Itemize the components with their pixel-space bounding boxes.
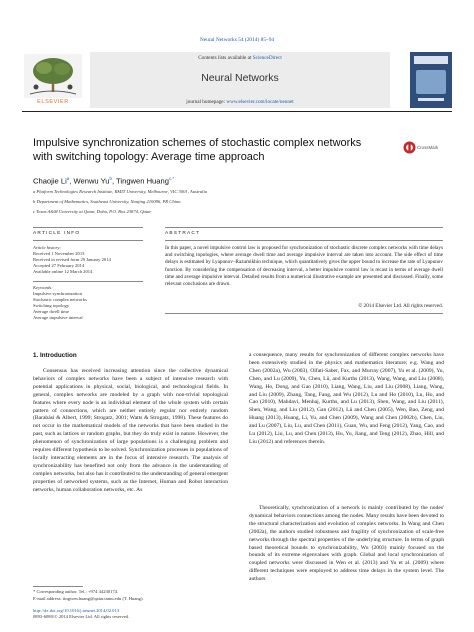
affiliations xyxy=(33,189,433,215)
crossmark-badge[interactable]: CrossMark xyxy=(403,141,443,157)
email-note[interactable]: E-mail address: tingwen.huang@qatar.tamu.edu (T. Huang). xyxy=(33,596,144,601)
keyword: Average dwell time xyxy=(33,309,69,314)
affiliation-a: a Platform Technologies Research Institute, RMIT University, Melbourne, VIC 3001, Australia xyxy=(33,189,208,194)
author-name: Wenwu Yu xyxy=(73,176,110,186)
homepage-line: journal homepage: www.elsevier.com/locate/neunet xyxy=(186,99,294,105)
article-info-rule-2 xyxy=(33,240,143,241)
homepage-link[interactable]: www.elsevier.com/locate/neunet xyxy=(226,99,294,105)
history-item: Received 1 November 2013 xyxy=(33,251,85,256)
abstract-rule-2 xyxy=(165,240,443,241)
journal-reference: Neural Networks 54 (2014) 85–94 xyxy=(199,37,275,43)
copyright-notice: © 2014 Elsevier Ltd. All rights reserved. xyxy=(358,303,443,309)
issn-line: 0893-6080/© 2014 Elsevier Ltd. All rights reserved. xyxy=(33,614,130,619)
footnotes xyxy=(33,589,233,620)
keywords: Keywords: Impulsive synchronization Stochastic complex networks Switching topology Average dwell time Average impulsive interval xyxy=(33,285,153,321)
history-divider xyxy=(33,281,143,282)
abstract-heading: ABSTRACT xyxy=(165,231,201,236)
corresponding-author-note: * Corresponding author. Tel.: +974 44230174. xyxy=(33,589,119,594)
contents-line: Contents lists available at ScienceDirect xyxy=(198,55,282,61)
journal-name: Neural Networks xyxy=(201,72,279,84)
author-name: Chaojie Li xyxy=(33,176,67,186)
article-history: Article history: Received 1 November 2013 Received in revised form 29 January 2014 Accepted 27 February 2014 Available online 12 March 2014 xyxy=(33,245,153,275)
article-info-heading: ARTICLE INFO xyxy=(33,231,81,236)
sciencedirect-link[interactable]: ScienceDirect xyxy=(252,55,282,61)
abstract-rule xyxy=(165,227,443,228)
keyword: Impulsive synchronization xyxy=(33,291,82,296)
abstract-text: In this paper, a novel impulsive control law is proposed for synchronization of stochastic discrete complex networks with time delays and switching topologies, where average dwell time and average impulsive interval are taken into account. The side effect of time delays is estimated by Lyapunov–Razumikhin technique, which quantitatively gives the upper bound to increase the rate of Lyapunov function. By considering the compensation of decreasing interval, a better impulsive control law is recast in terms of average dwell time and average impulsive interval. Detailed results from a numerical illustrative example are presented and discussed. Finally, some relevant conclusions are drawn. xyxy=(165,245,443,288)
history-item: Available online 12 March 2014 xyxy=(33,269,93,274)
abstract-end-rule xyxy=(165,313,443,314)
author-name: Tingwen Huang xyxy=(116,176,169,186)
keyword: Stochastic complex networks xyxy=(33,297,87,302)
keyword: Switching topology xyxy=(33,303,70,308)
history-item: Accepted 27 February 2014 xyxy=(33,263,85,268)
header-center-band xyxy=(90,52,390,108)
footnote-rule xyxy=(33,586,83,587)
affiliation-b: b Department of Mathematics, Southeast University, Nanjing 210096, PR China xyxy=(33,199,181,204)
header-divider xyxy=(22,111,452,112)
section-heading-introduction: 1. Introduction xyxy=(33,352,77,359)
author-list: Chaojie Li$^a$, Wenwu Yu$^b$, Tingwen Huang$^{c,*}$ xyxy=(33,176,175,186)
journal-cover-image xyxy=(410,52,452,108)
intro-paragraph-3: Theoretically, synchronization of a network is mainly contributed by the nodes' dynamical behaviors connections among the nodes. Many results have been devoted to the structural characterization and evolution of complex networks. In Wang and Chen (2002a), the authors studied robustness and fragility of synchronization of scale-free networks through the spectral properties of the underlying structure. In terms of graph based theoretical bounds to synchronizability, Wu (2003) mainly focused on the bounds of its extreme eigenvalues with graph. Global and local synchronization of coupled networks were discussed in Wen et al. (2013) and Yu et al. (2009) where different techniques were employed to address time delays in the system level. The authors xyxy=(249,505,444,583)
intro-paragraph-2: a consequence, many results for synchronization of different complex networks have been extensively studied in the physics and mathematics literature; e.g. Wang and Chen (2002a), Wu (2003), Olfati-Saber, Fax, and Murray (2007), Yu et al. (2009), Yu, Chen, and Lu (2009), Yu, Chen, Lü, and Kurths (2013), Wang, Wang, and Liu (2008), Wang, Ho, Dong, and Gao (2010), Liang, Wang, Liu, and Liu (2008), Liang, Wang, and Liu (2009), Zhang, Tang, Fang, and Wu (2012), Lu and Ho (2010), Lu, Ho, and Cao (2010), Mahdavi, Menhaj, Kurths, and Lu (2013), Shen, Wang, and Liu (2011), Shen, Wang, and Liu (2012), Gan (2012), Lü and Chen (2005), Wen, Bao, Zeng, and Huang (2013), Huang, Li, Yu, and Chen (2009), Wang and Chen (2002b), Chen, Liu, and Lu (2007), Liu, Lu, and Chen (2011), Guan, Wu, and Feng (2012), Yang, Cao, and Lu (2012), Liu, Lu, and Chen (2013), Hu, Yu, Jiang, and Teng (2012), Zhao, Hill, and Liu (2012) and references therein. xyxy=(249,352,444,445)
article-title: Impulsive synchronization schemes of stochastic complex networks with switching topology: Average time approach xyxy=(33,137,362,163)
elsevier-tree-icon xyxy=(24,54,82,98)
keyword: Average impulsive interval xyxy=(33,315,83,320)
doi-link[interactable]: http://dx.doi.org/10.1016/j.neunet.2014.02.013 xyxy=(33,608,120,613)
elsevier-logo xyxy=(24,54,82,104)
history-item: Received in revised form 29 January 2014 xyxy=(33,257,111,262)
journal-header xyxy=(22,52,452,108)
publisher-name: ELSEVIER xyxy=(37,99,69,105)
affiliation-c: c Texas A&M University at Qatar, Doha, P.O. Box 23874, Qatar xyxy=(33,209,152,214)
crossmark-icon xyxy=(403,141,416,154)
intro-paragraph-1: Consensus has received increasing attention since the collective dynamical behaviors of complex networks have been a subject of intensive research with potential applications in physical, social, biological, and technological fields. In general, complex networks are modeled by a graph with non-trivial topological features where every node is an individual element of the whole system with certain pattern of connections, which are neither entirely regular nor entirely random (Barabási & Albert, 1999; Strogatz, 2001; Watts & Strogatz, 1998). These features do not occur in the mathematical models of the networks that have been studied in the past, such as lattices or random graphs, but they do truly exist in nature. However, the phenomenon of synchronization of large populations is a challenging problem and requires different hypothesis to be solved. Synchronization processes in populations of locally interacting elements are in the focus of intensive research. The analysis of synchronizability has benefited not only from the advance in the understanding of complex networks, but also has it contributed to the understanding of general emergent properties of networked systems, such as the Internet, Human and Robot interaction networks, human collaboration networks, etc. As xyxy=(33,368,228,493)
article-info-rule xyxy=(33,227,143,228)
